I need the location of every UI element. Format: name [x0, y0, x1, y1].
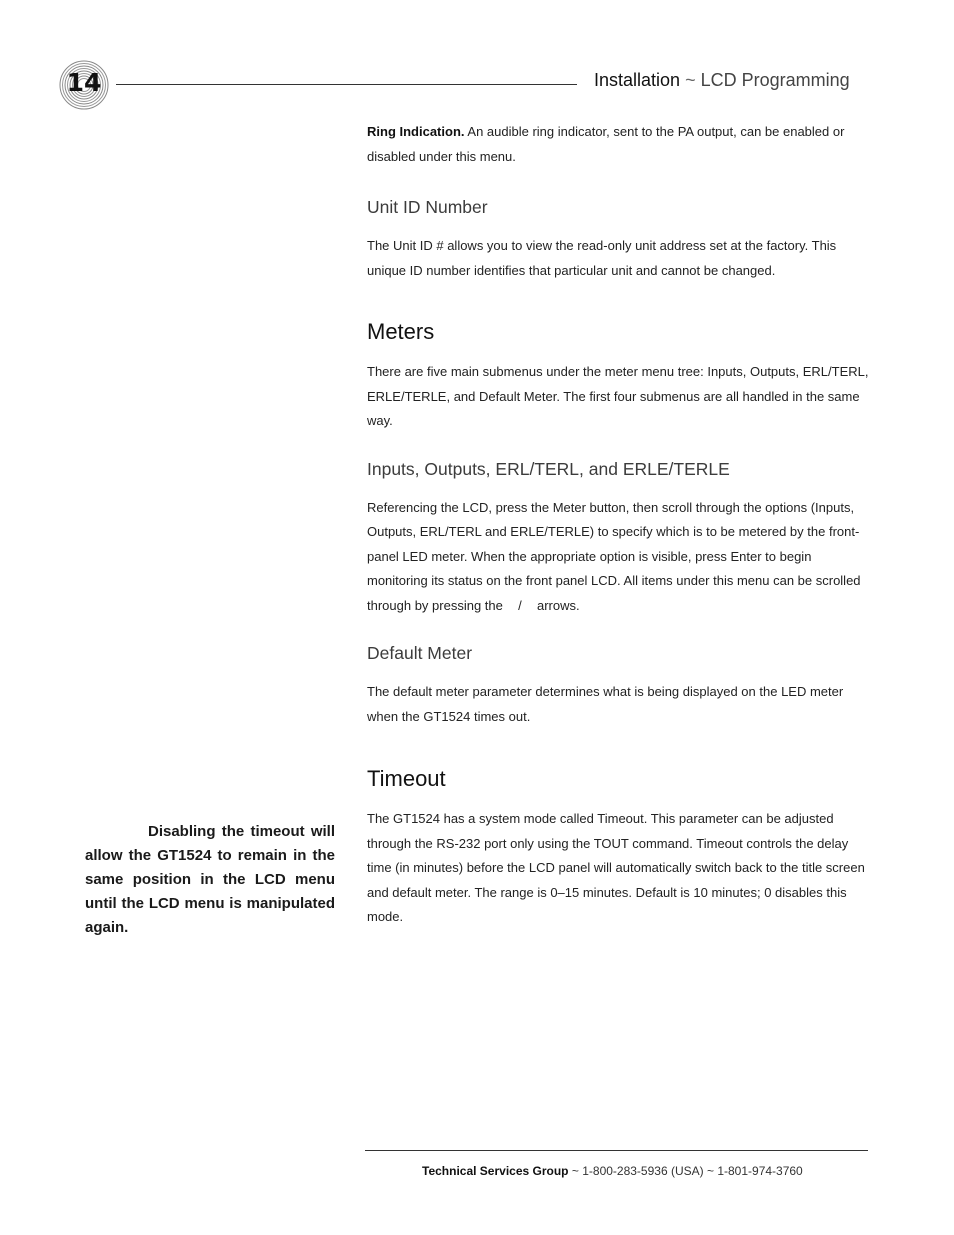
header-subsection: LCD Programming — [700, 70, 850, 90]
footer — [422, 1164, 868, 1178]
ring-indication-lead: Ring Indication. — [367, 124, 465, 139]
sidebar-note-text: Disabling the timeout will allow the GT1524 to remain in the same position in the LCD menu until the LCD menu is manipulated again. — [85, 823, 335, 936]
page-number: 14 — [66, 68, 102, 97]
header-divider — [116, 84, 577, 85]
page-number-badge — [59, 60, 109, 110]
meters-paragraph: There are five main submenus under the meter menu tree: Inputs, Outputs, ERL/TERL, ERLE/TERLE, and Default Meter. The first four submenus are all handled in the same way. — [367, 364, 869, 428]
unit-id-paragraph: The Unit ID # allows you to view the read-only unit address set at the factory. This unique ID number identifies that particular unit and cannot be changed. — [367, 238, 837, 278]
footer-separator-1: ~ — [571, 1164, 579, 1178]
timeout-heading: Timeout — [367, 766, 446, 791]
footer-separator-2: ~ — [706, 1164, 714, 1178]
meters-heading: Meters — [367, 319, 435, 344]
footer-org: Technical Services Group — [422, 1164, 569, 1178]
ring-indication-paragraph — [367, 120, 872, 169]
inputs-text-before: Referencing the LCD, press the Meter button, then scroll through the options (Inputs, Outputs, ERL/TERL and ERLE/TERLE) to specify which is to be metered by the front-panel LED meter. When the appropriate option is visible, press Enter to begin monitoring its status on the front panel LCD. All items under this menu can be scrolled through by pressing the — [367, 499, 861, 613]
header-separator: ~ — [685, 70, 696, 90]
footer-phone-usa: 1-800-283-5936 (USA) — [582, 1164, 704, 1178]
footer-phone-intl: 1-801-974-3760 — [717, 1164, 803, 1178]
default-meter-paragraph: The default meter parameter determines what is being displayed on the LED meter when the GT1524 times out. — [367, 684, 844, 724]
ring-indication-text: An audible ring indicator, sent to the PA output, can be enabled or disabled under this menu. — [367, 124, 845, 164]
arrow-separator: / — [518, 597, 522, 613]
header-section: Installation — [594, 70, 681, 90]
main-column — [367, 120, 872, 930]
default-meter-heading: Default Meter — [367, 643, 473, 663]
inputs-text-after: arrows. — [537, 597, 580, 613]
footer-divider — [365, 1150, 868, 1151]
timeout-paragraph: The GT1524 has a system mode called Timeout. This parameter can be adjusted through the RS-232 port only using the TOUT command. Timeout controls the delay time (in minutes) before the LCD panel will automatically switch back to the title screen and default meter. The range is 0–15 minutes. Default is 10 minutes; 0 disables this mode. — [367, 811, 865, 924]
sidebar-note — [85, 820, 335, 940]
inputs-outputs-paragraph — [367, 496, 872, 619]
unit-id-heading: Unit ID Number — [367, 197, 488, 217]
inputs-outputs-heading: Inputs, Outputs, ERL/TERL, and ERLE/TERLE — [367, 458, 730, 479]
running-header — [594, 70, 869, 91]
